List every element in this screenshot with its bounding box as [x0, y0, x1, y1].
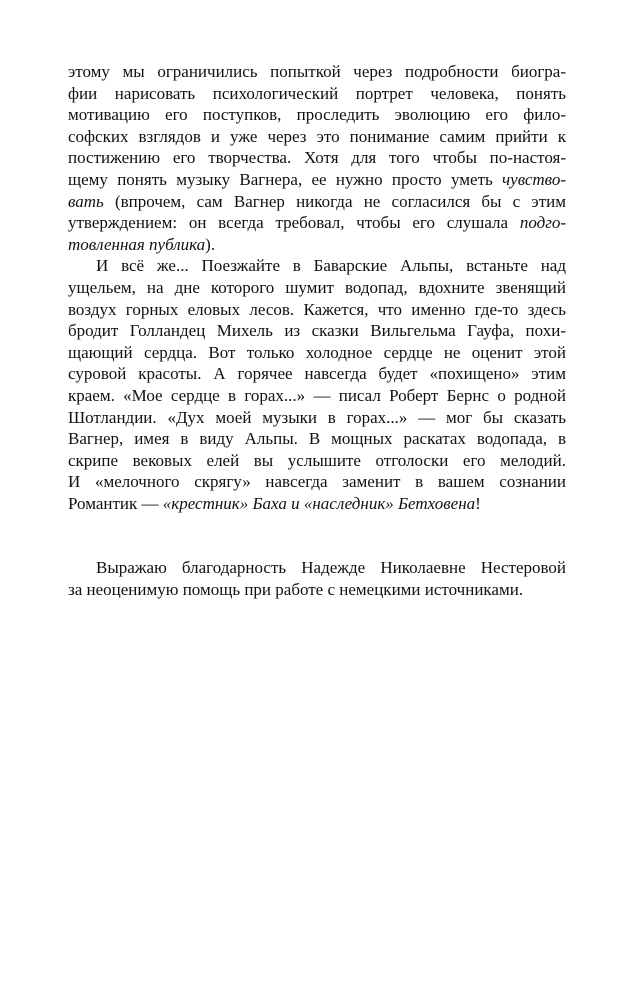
paragraph-acknowledgement — [68, 557, 566, 600]
text-line — [68, 255, 566, 277]
text-line — [68, 299, 566, 321]
paragraph-bavarian-alps — [68, 255, 566, 514]
text-span: бродит Голландец Михель из сказки Вильгельма Гауфа, похи- — [68, 321, 566, 341]
text-span: скрипе вековых елей вы услышите отголоски его мелодий. — [68, 450, 566, 470]
text-span: И всё же... Поезжайте в Баварские Альпы, встаньте над — [96, 256, 566, 276]
text-span: щему понять музыку Вагнера, ее нужно просто уметь — [68, 169, 503, 189]
text-span: ! — [475, 493, 481, 513]
text-line — [68, 471, 566, 493]
text-span: фии нарисовать психологический портрет человека, понять — [68, 83, 566, 103]
italic-text: товленная публика — [68, 234, 206, 254]
italic-text: чувство- — [502, 169, 566, 189]
text-line — [68, 407, 566, 429]
text-line — [68, 212, 566, 234]
text-line — [68, 126, 566, 148]
text-line — [68, 104, 566, 126]
text-span: суровой красоты. А горячее навсегда будет «похищено» этим — [68, 364, 566, 384]
text-line — [68, 385, 566, 407]
text-line — [68, 277, 566, 299]
text-span: (впрочем, сам Вагнер никогда не согласился бы с этим — [103, 191, 566, 211]
section-gap — [68, 514, 566, 557]
text-line — [68, 579, 566, 601]
page-text — [68, 61, 566, 601]
text-span: Шотландии. «Дух моей музыки в горах...» — мог бы сказать — [68, 407, 566, 427]
text-line — [68, 147, 566, 169]
text-span: Романтик — — [68, 493, 163, 513]
text-span: постижению его творчества. Хотя для того чтобы по-настоя- — [68, 148, 566, 168]
italic-text: «крестник» Баха и «наследник» Бетховена — [162, 493, 476, 513]
italic-text: подго- — [519, 213, 566, 233]
text-span: щающий сердца. Вот только холодное сердце не оценит этой — [68, 342, 566, 362]
text-span: краем. «Мое сердце в горах...» — писал Роберт Бернс о родной — [68, 385, 566, 405]
text-line — [68, 363, 566, 385]
text-span: за неоценимую помощь при работе с немецкими источниками. — [68, 580, 524, 600]
italic-text: вать — [68, 191, 104, 211]
text-span: этому мы ограничились попыткой через подробности биогра- — [68, 62, 566, 81]
text-span: ). — [205, 234, 216, 254]
text-line — [68, 450, 566, 472]
text-span: мотивацию его поступков, проследить эволюцию его фило- — [68, 105, 566, 125]
text-line — [68, 493, 566, 515]
text-line — [68, 191, 566, 213]
text-line — [68, 61, 566, 83]
text-line — [68, 169, 566, 191]
text-span: утверждением: он всегда требовал, чтобы его слушала — [68, 213, 520, 233]
text-span: Вагнер, имея в виду Альпы. В мощных раскатах водопада, в — [68, 429, 566, 449]
text-line — [68, 342, 566, 364]
text-span: И «мелочного скрягу» навсегда заменит в вашем сознании — [68, 472, 566, 492]
text-span: Выражаю благодарность Надежде Николаевне Нестеровой — [96, 558, 566, 578]
text-line — [68, 428, 566, 450]
text-line — [68, 234, 566, 256]
text-line — [68, 557, 566, 579]
text-span: воздух горных еловых лесов. Кажется, что именно где-то здесь — [68, 299, 566, 319]
text-span: софских взглядов и уже через это понимание самим прийти к — [68, 126, 566, 146]
text-span: ущельем, на дне которого шумит водопад, вдохните звенящий — [68, 277, 566, 297]
paragraph-biography — [68, 61, 566, 255]
text-line — [68, 320, 566, 342]
text-line — [68, 83, 566, 105]
